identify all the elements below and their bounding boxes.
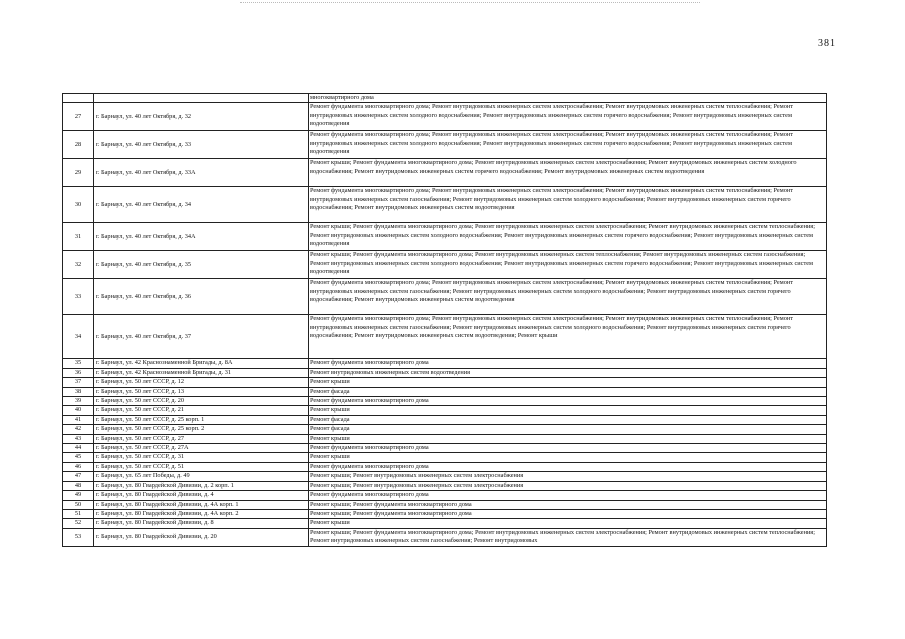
page-number: 381 xyxy=(818,38,836,49)
table-row xyxy=(63,491,827,500)
row-number-cell: 40 xyxy=(63,406,94,415)
row-number-cell: 27 xyxy=(63,103,94,131)
table-row xyxy=(63,444,827,453)
address-cell: г. Барнаул, ул. 50 лет СССР, д. 12 xyxy=(94,378,309,387)
works-cell: Ремонт крыши; Ремонт фундамента многоквартирного дома; Ремонт внутридомовых инженерных систем теплоснабжения; Ремонт внутридомовых инженерных систем газоснабжения; Ремонт внутридомовых инженерных систем холодного водоснабжения; Ремонт внутридомовых инженерных систем горячего водоснабжения; Ремонт внутридомовых инженерных систем водоотведения xyxy=(309,251,827,279)
table-row xyxy=(63,159,827,187)
table-row xyxy=(63,528,827,546)
table-row xyxy=(63,500,827,509)
works-cell: многоквартирного дома xyxy=(309,94,827,103)
address-cell: г. Барнаул, ул. 80 Гвардейской Дивизии, д. 4 xyxy=(94,491,309,500)
works-cell: Ремонт крыши xyxy=(309,378,827,387)
row-number-cell: 53 xyxy=(63,528,94,546)
works-cell: Ремонт фундамента многоквартирного дома; Ремонт внутридомовых инженерных систем электроснабжения; Ремонт внутридомовых инженерных систем теплоснабжения; Ремонт внутридомовых инженерных систем холодного водоснабжения; Ремонт внутридомовых инженерных систем горячего водоснабжения; Ремонт внутридомовых инженерных систем водоотведения xyxy=(309,103,827,131)
address-cell: г. Барнаул, ул. 80 Гвардейской Дивизии, д. 4А корп. 2 xyxy=(94,509,309,518)
row-number-cell: 34 xyxy=(63,315,94,359)
table-row xyxy=(63,223,827,251)
works-cell: Ремонт фасада xyxy=(309,415,827,424)
works-cell: Ремонт фундамента многоквартирного дома; Ремонт внутридомовых инженерных систем электроснабжения; Ремонт внутридомовых инженерных систем теплоснабжения; Ремонт внутридомовых инженерных систем газоснабжения; Ремонт внутридомовых инженерных систем холодного водоснабжения; Ремонт внутридомовых инженерных систем горячего водоснабжения; Ремонт внутридомовых инженерных систем водоотведения; Ремонт крыши xyxy=(309,315,827,359)
table-row xyxy=(63,481,827,490)
works-cell: Ремонт фундамента многоквартирного дома; Ремонт внутридомовых инженерных систем электроснабжения; Ремонт внутридомовых инженерных систем теплоснабжения; Ремонт внутридомовых инженерных систем газоснабжения; Ремонт внутридомовых инженерных систем холодного водоснабжения; Ремонт внутридомовых инженерных систем горячего водоснабжения; Ремонт внутридомовых инженерных систем водоотведения xyxy=(309,187,827,223)
table-row xyxy=(63,406,827,415)
table-row xyxy=(63,397,827,406)
address-cell: г. Барнаул, ул. 50 лет СССР, д. 51 xyxy=(94,462,309,471)
row-number-cell: 49 xyxy=(63,491,94,500)
row-number-cell: 47 xyxy=(63,472,94,481)
repair-table xyxy=(62,93,827,547)
address-cell: г. Барнаул, ул. 80 Гвардейской Дивизии, д. 20 xyxy=(94,528,309,546)
works-cell: Ремонт крыши; Ремонт фундамента многоквартирного дома xyxy=(309,509,827,518)
row-number-cell: 36 xyxy=(63,368,94,377)
row-number-cell: 37 xyxy=(63,378,94,387)
address-cell: г. Барнаул, ул. 50 лет СССР, д. 31 xyxy=(94,453,309,462)
works-cell: Ремонт крыши; Ремонт внутридомовых инженерных систем электроснабжения xyxy=(309,472,827,481)
table-row xyxy=(63,425,827,434)
address-cell: г. Барнаул, ул. 40 лет Октября, д. 34А xyxy=(94,223,309,251)
row-number-cell: 31 xyxy=(63,223,94,251)
table-row xyxy=(63,378,827,387)
row-number-cell: 38 xyxy=(63,387,94,396)
table-row xyxy=(63,251,827,279)
row-number-cell: 52 xyxy=(63,519,94,528)
address-cell: г. Барнаул, ул. 40 лет Октября, д. 36 xyxy=(94,279,309,315)
works-cell: Ремонт крыши xyxy=(309,453,827,462)
row-number-cell: 51 xyxy=(63,509,94,518)
scan-edge-line xyxy=(240,2,700,4)
table-row xyxy=(63,94,827,103)
row-number-cell: 43 xyxy=(63,434,94,443)
table-row xyxy=(63,415,827,424)
table-row xyxy=(63,387,827,396)
row-number-cell: 39 xyxy=(63,397,94,406)
table-row xyxy=(63,453,827,462)
works-cell: Ремонт фундамента многоквартирного дома xyxy=(309,462,827,471)
works-cell: Ремонт фундамента многоквартирного дома xyxy=(309,491,827,500)
row-number-cell: 50 xyxy=(63,500,94,509)
works-cell: Ремонт фундамента многоквартирного дома; Ремонт внутридомовых инженерных систем электроснабжения; Ремонт внутридомовых инженерных систем теплоснабжения; Ремонт внутридомовых инженерных систем холодного водоснабжения; Ремонт внутридомовых инженерных систем горячего водоснабжения; Ремонт внутридомовых инженерных систем водоотведения xyxy=(309,131,827,159)
row-number-cell: 35 xyxy=(63,359,94,368)
works-cell: Ремонт внутридомовых инженерных систем водоотведения xyxy=(309,368,827,377)
row-number-cell: 30 xyxy=(63,187,94,223)
works-cell: Ремонт фасада xyxy=(309,387,827,396)
works-cell: Ремонт крыши xyxy=(309,434,827,443)
repair-table-body xyxy=(63,94,827,547)
address-cell: г. Барнаул, ул. 50 лет СССР, д. 27А xyxy=(94,444,309,453)
address-cell: г. Барнаул, ул. 50 лет СССР, д. 21 xyxy=(94,406,309,415)
address-cell: г. Барнаул, ул. 40 лет Октября, д. 37 xyxy=(94,315,309,359)
works-cell: Ремонт крыши; Ремонт фундамента многоквартирного дома; Ремонт внутридомовых инженерных систем электроснабжения; Ремонт внутридомовых инженерных систем теплоснабжения; Ремонт внутридомовых инженерных систем холодного водоснабжения; Ремонт внутридомовых инженерных систем горячего водоснабжения; Ремонт внутридомовых инженерных систем водоотведения xyxy=(309,223,827,251)
table-row xyxy=(63,131,827,159)
row-number-cell xyxy=(63,94,94,103)
table-row xyxy=(63,103,827,131)
table-row xyxy=(63,519,827,528)
works-cell: Ремонт фундамента многоквартирного дома; Ремонт внутридомовых инженерных систем электроснабжения; Ремонт внутридомовых инженерных систем теплоснабжения; Ремонт внутридомовых инженерных систем газоснабжения; Ремонт внутридомовых инженерных систем холодного водоснабжения; Ремонт внутридомовых инженерных систем горячего водоснабжения; Ремонт внутридомовых инженерных систем водоотведения xyxy=(309,279,827,315)
row-number-cell: 46 xyxy=(63,462,94,471)
works-cell: Ремонт крыши; Ремонт фундамента многоквартирного дома; Ремонт внутридомовых инженерных систем электроснабжения; Ремонт внутридомовых инженерных систем теплоснабжения; Ремонт внутридомовых инженерных систем газоснабжения; Ремонт внутридомовых xyxy=(309,528,827,546)
table-row xyxy=(63,359,827,368)
works-cell: Ремонт крыши; Ремонт фундамента многоквартирного дома; Ремонт внутридомовых инженерных систем электроснабжения; Ремонт внутридомовых инженерных систем холодного водоснабжения; Ремонт внутридомовых инженерных систем горячего водоснабжения; Ремонт внутридомовых инженерных систем водоотведения xyxy=(309,159,827,187)
table-row xyxy=(63,187,827,223)
address-cell: г. Барнаул, ул. 50 лет СССР, д. 20 xyxy=(94,397,309,406)
address-cell: г. Барнаул, ул. 80 Гвардейской Дивизии, д. 8 xyxy=(94,519,309,528)
works-cell: Ремонт крыши; Ремонт внутридомовых инженерных систем электроснабжения xyxy=(309,481,827,490)
address-cell: г. Барнаул, ул. 40 лет Октября, д. 32 xyxy=(94,103,309,131)
address-cell: г. Барнаул, ул. 40 лет Октября, д. 33 xyxy=(94,131,309,159)
table-row xyxy=(63,315,827,359)
address-cell: г. Барнаул, ул. 50 лет СССР, д. 25 корп. 1 xyxy=(94,415,309,424)
row-number-cell: 41 xyxy=(63,415,94,424)
address-cell: г. Барнаул, ул. 50 лет СССР, д. 13 xyxy=(94,387,309,396)
table-row xyxy=(63,434,827,443)
address-cell: г. Барнаул, ул. 42 Краснознаменной Бригады, д. 8А xyxy=(94,359,309,368)
address-cell: г. Барнаул, ул. 80 Гвардейской Дивизии, д. 4А корп. 1 xyxy=(94,500,309,509)
works-cell: Ремонт фасада xyxy=(309,425,827,434)
repair-table-container xyxy=(62,93,826,547)
row-number-cell: 48 xyxy=(63,481,94,490)
row-number-cell: 28 xyxy=(63,131,94,159)
address-cell: г. Барнаул, ул. 40 лет Октября, д. 35 xyxy=(94,251,309,279)
address-cell: г. Барнаул, ул. 42 Краснознаменной Бригады, д. 31 xyxy=(94,368,309,377)
row-number-cell: 45 xyxy=(63,453,94,462)
row-number-cell: 33 xyxy=(63,279,94,315)
address-cell: г. Барнаул, ул. 65 лет Победы, д. 49 xyxy=(94,472,309,481)
works-cell: Ремонт крыши xyxy=(309,519,827,528)
table-row xyxy=(63,368,827,377)
address-cell: г. Барнаул, ул. 40 лет Октября, д. 33А xyxy=(94,159,309,187)
table-row xyxy=(63,462,827,471)
table-row xyxy=(63,472,827,481)
table-row xyxy=(63,509,827,518)
address-cell xyxy=(94,94,309,103)
works-cell: Ремонт фундамента многоквартирного дома xyxy=(309,444,827,453)
row-number-cell: 42 xyxy=(63,425,94,434)
works-cell: Ремонт фундамента многоквартирного дома xyxy=(309,397,827,406)
works-cell: Ремонт крыши; Ремонт фундамента многоквартирного дома xyxy=(309,500,827,509)
table-row xyxy=(63,279,827,315)
row-number-cell: 29 xyxy=(63,159,94,187)
address-cell: г. Барнаул, ул. 50 лет СССР, д. 27 xyxy=(94,434,309,443)
address-cell: г. Барнаул, ул. 50 лет СССР, д. 25 корп. 2 xyxy=(94,425,309,434)
address-cell: г. Барнаул, ул. 40 лет Октября, д. 34 xyxy=(94,187,309,223)
row-number-cell: 44 xyxy=(63,444,94,453)
address-cell: г. Барнаул, ул. 80 Гвардейской Дивизии, д. 2 корп. 1 xyxy=(94,481,309,490)
works-cell: Ремонт крыши xyxy=(309,406,827,415)
works-cell: Ремонт фундамента многоквартирного дома xyxy=(309,359,827,368)
row-number-cell: 32 xyxy=(63,251,94,279)
